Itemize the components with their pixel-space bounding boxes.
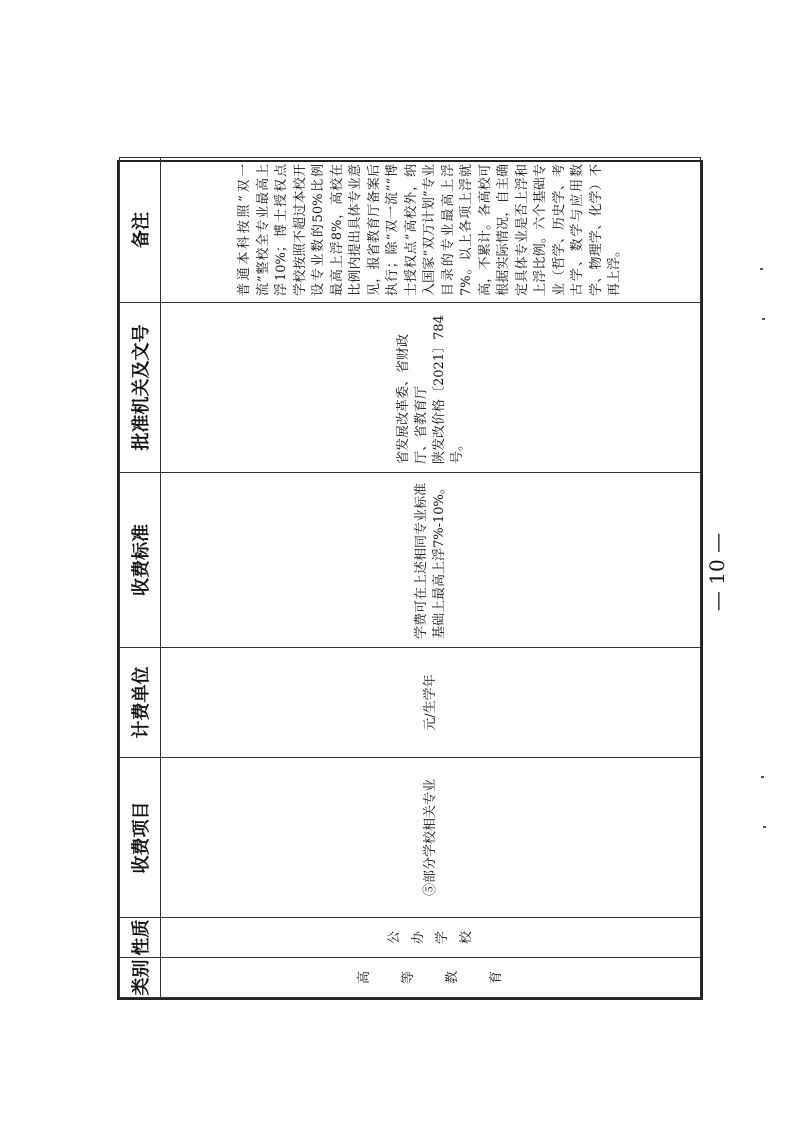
category-char: 教 xyxy=(444,971,460,985)
header-remark: 备注 xyxy=(120,158,161,303)
category-char: 育 xyxy=(488,971,504,985)
standard-cell: 学费可在上述相同专业标准基础上最高上浮7%-10%。 xyxy=(161,473,701,648)
scan-speck xyxy=(762,318,765,320)
nature-cell xyxy=(161,918,701,958)
nature-char: 办 xyxy=(410,931,426,945)
fee-table-frame xyxy=(117,160,703,1000)
nature-char: 校 xyxy=(458,931,474,945)
table-header-row xyxy=(120,158,161,998)
header-category: 类别 xyxy=(120,958,161,998)
scan-speck xyxy=(761,776,764,778)
category-char: 高 xyxy=(356,971,372,985)
header-item: 收费项目 xyxy=(120,758,161,918)
table-row xyxy=(161,158,701,998)
header-nature: 性质 xyxy=(120,918,161,958)
fee-table xyxy=(119,157,701,998)
remark-cell: 普通本科按照“双一流”整校全专业最高上浮10%；博士授权点学校按照不超过本校开设专业数的50%比例最高上浮8%，高校在比例内提出具体专业意见，报省教育厅备案后执行；除“双一流”“博士授权点”高校外，纳入国家“双万计划”专业目录的专业最高上浮7%。以上各项上浮就高，不累计。各高校可根据实际情况，自主确定具体专业是否上浮和上浮比例。六个基础专业（哲学、历史学、考古学、数学与应用数学、物理学、化学）不再上浮。 xyxy=(161,158,701,303)
nature-char: 公 xyxy=(386,931,402,945)
approval-line: 省发展改革委、省财政厅、省教育厅 xyxy=(395,333,429,464)
item-cell: ⑤部分学校相关专业 xyxy=(161,758,701,918)
category-char: 等 xyxy=(400,971,416,985)
nature-char: 学 xyxy=(434,931,450,945)
header-standard: 收费标准 xyxy=(120,473,161,648)
page-number: — 10 — xyxy=(705,532,730,612)
approval-cell xyxy=(161,303,701,473)
scan-speck xyxy=(760,268,763,270)
scan-speck xyxy=(763,826,766,828)
category-cell xyxy=(161,958,701,998)
header-unit: 计费单位 xyxy=(120,648,161,758)
fee-table-page xyxy=(117,160,703,1000)
header-approval: 批准机关及文号 xyxy=(120,303,161,473)
unit-cell: 元/生学年 xyxy=(161,648,701,758)
approval-line: 陕发改价格〔2021〕784号。 xyxy=(431,315,465,464)
